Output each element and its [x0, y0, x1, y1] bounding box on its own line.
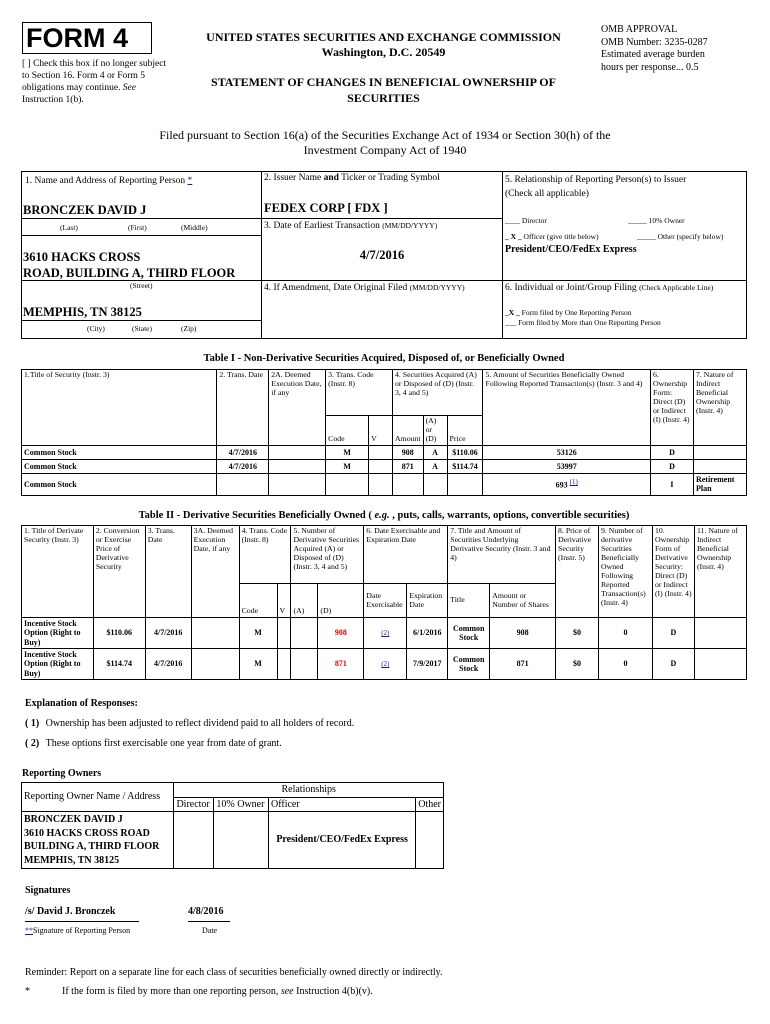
t1-header-date: 2. Trans. Date [217, 370, 269, 446]
ro-header-director: Director [174, 797, 214, 812]
asterisk-link[interactable]: * [187, 176, 193, 186]
footer-star: * [25, 986, 30, 997]
footer-star-note [62, 985, 373, 999]
t2-row1-d-price: $0 [556, 618, 599, 649]
t1-sub-code: Code [326, 416, 369, 446]
ro-header-name: Reporting Owner Name / Address [22, 783, 174, 812]
t2-row2-nature [694, 649, 746, 680]
amendment-label-text: 4. If Amendment, Date Original Filed [264, 283, 408, 293]
t2-row2-v [277, 649, 291, 680]
t1-header-acquired: 4. Securities Acquired (A) or Disposed of (D) (Instr. 3, 4 and 5) [393, 370, 483, 416]
note-1-number: ( 1) [25, 718, 40, 729]
t2-row1-date: 4/7/2016 [145, 618, 191, 649]
t2-row1-form: D [652, 618, 694, 649]
ro-header-ten-pct: 10% Owner [214, 797, 269, 812]
table2-title-post: , puts, calls, warrants, options, convertible securities) [392, 510, 630, 521]
filing-sub: (Check Applicable Line) [639, 283, 714, 292]
t2-header-2: 2. Conversion or Exercise Price of Derivative Security [93, 526, 145, 618]
agency-location: Washington, D.C. 20549 [321, 45, 446, 59]
table-row [22, 473, 747, 495]
ro-owner-line-3: BUILDING A, THIRD FLOOR [24, 841, 160, 852]
statement-title: STATEMENT OF CHANGES IN BENEFICIAL OWNERSHIP OF SECURITIES [211, 75, 556, 105]
t1-row3-deemed [269, 473, 326, 495]
table-row [22, 649, 747, 680]
ro-header-officer: Officer [269, 797, 416, 812]
officer-option [505, 233, 599, 242]
t1-header-owned: 5. Amount of Securities Beneficially Owned Following Reported Transaction(s) (Instr. 3 and 4) [483, 370, 651, 446]
table2-title [21, 510, 747, 522]
t1-row1-amount: 908 [393, 445, 424, 459]
footnote-1-link[interactable]: (1) [569, 478, 578, 487]
t2-header-3a: 3A. Deemed Execution Date, if any [191, 526, 239, 618]
t2-header-3: 3. Trans. Date [145, 526, 191, 618]
t1-row2-title: Common Stock [22, 459, 217, 473]
t2-sub-date-ex: Date Exercisable [364, 584, 407, 618]
t2-row2-deemed [191, 649, 239, 680]
t1-row3-code [326, 473, 369, 495]
reminder-text: Reminder: Report on a separate line for each class of securities beneficially owned directly or indirectly. [25, 967, 443, 978]
t1-row3-owned: 693 [555, 481, 568, 491]
explanation-note-2 [25, 737, 282, 751]
t1-header-ownership: 6. Ownership Form: Direct (D) or Indirect (I) (Instr. 4) [650, 370, 693, 446]
t2-row1-exp: 6/1/2016 [407, 618, 448, 649]
note-2-text: These options first exercisable one year from date of grant. [45, 738, 282, 749]
t1-row1-aord: A [423, 445, 447, 459]
t2-header-1: 1. Title of Derivate Security (Instr. 3) [22, 526, 94, 618]
street-label: (Street) [130, 281, 153, 290]
t1-sub-aord: (A) or (D) [423, 416, 447, 446]
t2-row2-price: $114.74 [93, 649, 145, 680]
reporting-owners-table [21, 782, 444, 869]
t2-sub-exp: Expiration Date [407, 584, 448, 618]
divider [261, 218, 503, 219]
footnote-2-link[interactable]: (2) [381, 629, 390, 638]
last-label: (Last) [60, 223, 78, 232]
ro-owner-address [22, 812, 174, 869]
other-option: _____ Other (specify below) [637, 232, 724, 241]
t1-row1-price: $110.06 [447, 445, 483, 459]
omb-approval-box [601, 24, 761, 74]
table2-title-eg: e.g. [374, 510, 390, 521]
ro-header-other: Other [416, 797, 444, 812]
ro-owner-line-2: 3610 HACKS CROSS ROAD [24, 827, 150, 839]
t1-row1-owned: 53126 [483, 445, 651, 459]
t2-sub-amount: Amount or Number of Shares [490, 584, 556, 618]
t2-row2-form: D [652, 649, 694, 680]
table1 [21, 369, 747, 496]
t2-sub-title: Title [448, 584, 490, 618]
filing-one-x: _X _ [505, 308, 520, 317]
t2-row1-owned: 0 [598, 618, 652, 649]
t1-header-deemed: 2A. Deemed Execution Date, if any [269, 370, 326, 446]
ro-header-relationships: Relationships [174, 783, 444, 798]
t2-row2-exp: 7/9/2017 [407, 649, 448, 680]
earliest-date: 4/7/2016 [359, 248, 405, 262]
t2-row1-title: Incentive Stock Option (Right to Buy) [22, 618, 94, 649]
t2-header-11: 11. Nature of Indirect Beneficial Ownership (Instr. 4) [694, 526, 746, 618]
t2-header-5: 5. Number of Derivative Securities Acquired (A) or Disposed of (D) (Instr. 3, 4 and 5) [291, 526, 364, 584]
zip-label: (Zip) [181, 324, 197, 333]
t1-row2-v [369, 459, 393, 473]
earliest-date-label-text: 3. Date of Earliest Transaction [264, 221, 380, 231]
reporting-owners-heading: Reporting Owners [22, 768, 102, 779]
divider [21, 218, 262, 219]
middle-label: (Middle) [181, 223, 208, 232]
t2-sub-code: Code [239, 584, 277, 618]
t1-row3-price [447, 473, 483, 495]
ro-ten-pct-cell [214, 812, 269, 869]
state-label: (State) [132, 324, 152, 333]
footer-star-post: Instruction 4(b)(v). [296, 986, 373, 997]
date-label: Date [202, 926, 218, 935]
signatures-heading: Signatures [25, 885, 71, 896]
reporting-person-name: BRONCZEK DAVID J [23, 203, 147, 217]
t2-row2-title: Incentive Stock Option (Right to Buy) [22, 649, 94, 680]
t1-header-title: 1.Title of Security (Instr. 3) [22, 370, 217, 446]
t1-row1-date: 4/7/2016 [217, 445, 269, 459]
t2-row1-a [291, 618, 318, 649]
t2-sub-v: V [277, 584, 291, 618]
reporting-person-city: MEMPHIS, TN 38125 [23, 305, 142, 319]
t1-row1-code: M [326, 445, 369, 459]
issuer-label-post: Ticker or Trading Symbol [341, 173, 440, 183]
ro-director-cell [174, 812, 214, 869]
t1-row2-deemed [269, 459, 326, 473]
reporting-person-street [23, 249, 235, 281]
t1-sub-amount: Amount [393, 416, 424, 446]
t1-sub-v: V [369, 416, 393, 446]
explanation-heading: Explanation of Responses: [25, 698, 138, 709]
check-box-note [22, 58, 172, 106]
footnote-2-link[interactable]: (2) [381, 660, 390, 669]
footer-star-see: see [280, 986, 294, 997]
t1-row2-owned: 53997 [483, 459, 651, 473]
t1-row2-nature [693, 459, 746, 473]
t2-header-6: 6. Date Exercisable and Expiration Date [364, 526, 448, 584]
t1-row2-form: D [650, 459, 693, 473]
check-box-note-see: See [122, 83, 136, 93]
t1-row3-form: I [650, 473, 693, 495]
t2-row1-d: 908 [318, 618, 364, 649]
t1-header-nature: 7. Nature of Indirect Beneficial Ownership (Instr. 4) [693, 370, 746, 446]
issuer-label-and: and [323, 173, 339, 183]
divider [502, 280, 747, 281]
t1-row3-title: Common Stock [22, 473, 217, 495]
t1-row3-amount [393, 473, 424, 495]
filed-pursuant-text: Filed pursuant to Section 16(a) of the Securities Exchange Act of 1934 or Section 30(h) of the Investment Company Act of 1940 [159, 128, 611, 157]
t1-row2-amount: 871 [393, 459, 424, 473]
table-row [22, 618, 747, 649]
t1-row2-price: $114.74 [447, 459, 483, 473]
first-label: (First) [128, 223, 147, 232]
agency-header [176, 30, 591, 60]
check-box-note-text: [ ] Check this box if no longer subject to Section 16. Form 4 or Form 5 obligations may continue. [22, 59, 167, 93]
t1-row1-v [369, 445, 393, 459]
signature-label-text: Signature of Reporting Person [33, 926, 131, 935]
street-line-1: 3610 HACKS CROSS [23, 250, 141, 264]
note-2-number: ( 2) [25, 738, 40, 749]
issuer-name: FEDEX CORP [ FDX ] [264, 201, 388, 215]
t2-row1-code: M [239, 618, 277, 649]
t1-header-code: 3. Trans. Code (Instr. 8) [326, 370, 393, 416]
note-1-text: Ownership has been adjusted to reflect dividend paid to all holders of record. [45, 718, 355, 729]
t2-header-10: 10. Ownership Form of Derivative Security: Direct (D) or Indirect (I) (Instr. 4) [652, 526, 694, 618]
t1-row2-code: M [326, 459, 369, 473]
omb-approval: OMB APPROVAL [601, 24, 678, 35]
filing-label [505, 283, 713, 294]
divider [21, 320, 262, 321]
earliest-date-label [264, 221, 437, 232]
omb-burden: Estimated average burden [601, 49, 705, 60]
filing-one-option [505, 309, 631, 318]
t1-sub-price: Price [447, 416, 483, 446]
t2-row2-owned: 0 [598, 649, 652, 680]
t1-row2-aord: A [423, 459, 447, 473]
t2-row2-u-title: Common Stock [448, 649, 490, 680]
filing-more-option: ___ Form filed by More than One Reporting Person [505, 318, 661, 327]
t2-row2-date: 4/7/2016 [145, 649, 191, 680]
issuer-label [264, 173, 440, 184]
omb-number: OMB Number: 3235-0287 [601, 36, 708, 48]
ten-pct-option: _____ 10% Owner [628, 216, 685, 225]
t1-row1-nature [693, 445, 746, 459]
t1-row1-form: D [650, 445, 693, 459]
filing-label-text: 6. Individual or Joint/Group Filing [505, 283, 637, 293]
table2 [21, 525, 747, 680]
officer-title: President/CEO/FedEx Express [505, 244, 637, 255]
t2-sub-a: (A) [291, 584, 318, 618]
amendment-label [264, 283, 465, 294]
officer-x: _ X _ [505, 232, 522, 241]
earliest-date-format: (MM/DD/YYYY) [382, 221, 438, 230]
street-line-2: ROAD, BUILDING A, THIRD FLOOR [23, 266, 236, 280]
reporting-person-label [25, 176, 192, 187]
ro-owner-line-1: BRONCZEK DAVID J [24, 814, 123, 825]
agency-name: UNITED STATES SECURITIES AND EXCHANGE COMMISSION [206, 30, 561, 44]
city-label: (City) [87, 324, 105, 333]
t1-row1-deemed [269, 445, 326, 459]
t2-row1-price: $110.06 [93, 618, 145, 649]
t2-row1-v [277, 618, 291, 649]
t1-row3-owned-cell [483, 473, 651, 495]
t2-header-8: 8. Price of Derivative Security (Instr. 5) [556, 526, 599, 618]
relationship-sub: (Check all applicable) [505, 189, 589, 199]
signature-label [25, 926, 130, 935]
reporting-person-label-text: 1. Name and Address of Reporting Person [25, 176, 186, 186]
t2-row1-deemed [191, 618, 239, 649]
t2-row2-d: 871 [318, 649, 364, 680]
check-box-note-tail: Instruction 1(b). [22, 95, 84, 105]
ro-other-cell [416, 812, 444, 869]
table-row [22, 445, 747, 459]
form-title: FORM 4 [22, 22, 152, 54]
omb-hours: hours per response... 0.5 [601, 61, 699, 73]
amendment-format: (MM/DD/YYYY) [409, 283, 465, 292]
table1-title: Table I - Non-Derivative Securities Acquired, Disposed of, or Beneficially Owned [203, 353, 565, 364]
t2-row2-d-price: $0 [556, 649, 599, 680]
signature-date: 4/8/2016 [188, 905, 230, 922]
t2-header-4: 4. Trans. Code (Instr. 8) [239, 526, 291, 584]
t2-row2-code: M [239, 649, 277, 680]
t2-sub-d: (D) [318, 584, 364, 618]
t2-row1-nature [694, 618, 746, 649]
t2-header-9: 9. Number of derivative Securities Beneficially Owned Following Reported Transaction(s) (Instr. 4) [598, 526, 652, 618]
t2-row2-a [291, 649, 318, 680]
divider [261, 280, 503, 281]
relationship-label-text: 5. Relationship of Reporting Person(s) to Issuer [505, 175, 687, 185]
ro-owner-line-4: MEMPHIS, TN 38125 [24, 854, 120, 866]
explanation-note-1 [25, 717, 354, 731]
t2-row1-u-title: Common Stock [448, 618, 490, 649]
t2-row1-u-amount: 908 [490, 618, 556, 649]
director-option: ____ Director [505, 216, 547, 225]
relationship-label [505, 173, 745, 201]
officer-option-text: Officer (give title below) [523, 232, 599, 241]
t2-row2-ex [364, 649, 407, 680]
t2-row1-ex [364, 618, 407, 649]
filing-one-text: Form filed by One Reporting Person [521, 308, 632, 317]
t1-row2-date: 4/7/2016 [217, 459, 269, 473]
t1-row3-aord [423, 473, 447, 495]
ro-officer-title: President/CEO/FedEx Express [269, 812, 416, 869]
table-row [22, 459, 747, 473]
divider [21, 235, 262, 236]
t1-row3-nature: Retirement Plan [693, 473, 746, 495]
t1-row3-date [217, 473, 269, 495]
footer-star-pre: If the form is filed by more than one reporting person, [62, 986, 279, 997]
double-asterisk-link[interactable]: ** [25, 926, 33, 935]
t1-row3-v [369, 473, 393, 495]
t2-header-7: 7. Title and Amount of Securities Underlying Derivative Security (Instr. 3 and 4) [448, 526, 556, 584]
t1-row1-title: Common Stock [22, 445, 217, 459]
table2-title-pre: Table II - Derivative Securities Beneficially Owned ( [138, 510, 372, 521]
t2-row2-u-amount: 871 [490, 649, 556, 680]
issuer-label-pre: 2. Issuer Name [264, 173, 322, 183]
signature: /s/ David J. Bronczek [25, 905, 139, 922]
